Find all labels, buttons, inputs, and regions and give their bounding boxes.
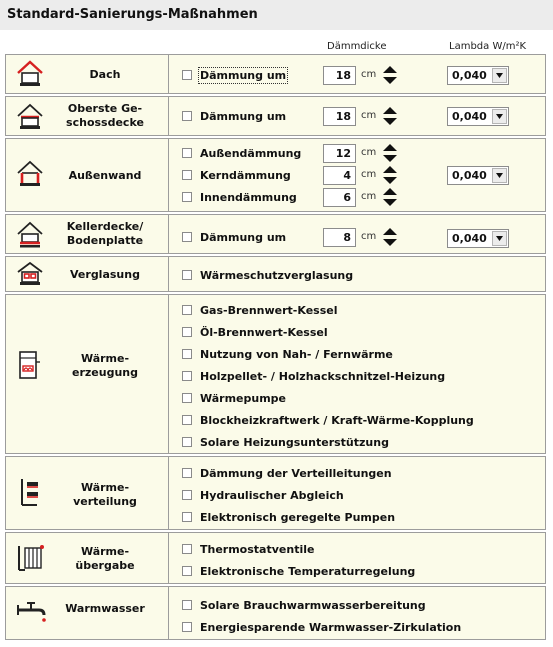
section-label-line1: Wärme-	[80, 352, 130, 365]
unit-label: cm	[361, 191, 377, 202]
unit-label: cm	[361, 231, 377, 242]
checkbox[interactable]	[182, 232, 192, 242]
option-row[interactable]	[182, 464, 392, 482]
checkbox[interactable]	[182, 270, 192, 280]
option-row[interactable]	[182, 228, 286, 246]
faucet-icon	[17, 600, 47, 628]
option-row[interactable]	[182, 266, 353, 284]
spinner-icon[interactable]	[381, 227, 399, 247]
house-wall-icon	[17, 160, 43, 192]
lambda-select[interactable]	[447, 66, 509, 85]
spinner-icon[interactable]	[381, 187, 399, 207]
section-label-line2: Bodenplatte	[66, 234, 144, 247]
option-label[interactable]: Gas-Brennwert-Kessel	[200, 303, 338, 317]
option-label[interactable]: Energiesparende Warmwasser-Zirkulation	[200, 620, 462, 634]
house-window-icon	[17, 261, 43, 291]
option-label[interactable]: Innendämmung	[200, 190, 297, 204]
option-row[interactable]	[182, 66, 286, 84]
section-label: Dach	[89, 68, 121, 81]
section-label-line1: Kellerdecke/	[66, 220, 144, 233]
chevron-down-icon[interactable]	[492, 168, 507, 183]
house-top-ceiling-icon	[17, 103, 43, 135]
checkbox[interactable]	[182, 170, 192, 180]
thickness-input[interactable]: 6	[323, 188, 356, 207]
option-label[interactable]: Dämmung um	[200, 230, 287, 244]
checkbox[interactable]	[182, 566, 192, 576]
option-row[interactable]	[182, 301, 337, 319]
section-label: Außenwand	[68, 169, 142, 182]
checkbox[interactable]	[182, 327, 192, 337]
checkbox[interactable]	[182, 70, 192, 80]
select-value: 0,040	[452, 110, 487, 123]
thickness-input[interactable]: 4	[323, 166, 356, 185]
checkbox[interactable]	[182, 468, 192, 478]
house-roof-icon	[17, 60, 43, 92]
checkbox[interactable]	[182, 600, 192, 610]
spinner-icon[interactable]	[381, 106, 399, 126]
chevron-down-icon[interactable]	[492, 109, 507, 124]
select-value: 0,040	[452, 169, 487, 182]
checkbox[interactable]	[182, 490, 192, 500]
checkbox[interactable]	[182, 371, 192, 381]
section-label-line1: Wärme-	[80, 481, 130, 494]
option-row[interactable]	[182, 486, 344, 504]
option-label[interactable]: Wärmeschutzverglasung	[200, 268, 354, 282]
option-label[interactable]: Dämmung um	[200, 68, 287, 82]
spinner-icon[interactable]	[381, 165, 399, 185]
option-row[interactable]	[182, 411, 474, 429]
lambda-select[interactable]	[447, 166, 509, 185]
option-row[interactable]	[182, 389, 286, 407]
option-label[interactable]: Dämmung der Verteilleitungen	[200, 466, 392, 480]
spinner-icon[interactable]	[381, 65, 399, 85]
thickness-input[interactable]: 12	[323, 144, 356, 163]
option-label[interactable]: Nutzung von Nah- / Fernwärme	[200, 347, 393, 361]
option-row[interactable]	[182, 345, 393, 363]
checkbox[interactable]	[182, 111, 192, 121]
checkbox[interactable]	[182, 415, 192, 425]
option-label[interactable]: Dämmung um	[200, 109, 287, 123]
option-row[interactable]	[182, 596, 426, 614]
option-label[interactable]: Hydraulischer Abgleich	[200, 488, 344, 502]
option-row[interactable]	[182, 540, 314, 558]
checkbox[interactable]	[182, 437, 192, 447]
option-label[interactable]: Wärmepumpe	[200, 391, 287, 405]
unit-label: cm	[361, 110, 377, 121]
lambda-select[interactable]	[447, 107, 509, 126]
option-row[interactable]	[182, 166, 291, 184]
chevron-down-icon[interactable]	[492, 231, 507, 246]
section-label-line2: schossdecke	[66, 116, 144, 129]
page-title: Standard-Sanierungs-Maßnahmen	[7, 7, 258, 22]
option-row[interactable]	[182, 508, 395, 526]
checkbox[interactable]	[182, 148, 192, 158]
select-value: 0,040	[452, 69, 487, 82]
checkbox[interactable]	[182, 622, 192, 632]
checkbox[interactable]	[182, 349, 192, 359]
section-label: Verglasung	[70, 268, 140, 281]
chevron-down-icon[interactable]	[492, 68, 507, 83]
option-label[interactable]: Öl-Brennwert-Kessel	[200, 325, 328, 339]
option-label[interactable]: Außendämmung	[200, 146, 302, 160]
option-label[interactable]: Thermostatventile	[200, 542, 315, 556]
option-row[interactable]	[182, 433, 389, 451]
section-label: Warmwasser	[65, 602, 145, 615]
checkbox[interactable]	[182, 544, 192, 554]
thickness-input[interactable]: 8	[323, 228, 356, 247]
option-label[interactable]: Blockheizkraftwerk / Kraft-Wärme-Kopplung	[200, 413, 474, 427]
thickness-column-header: Dämmdicke	[327, 41, 387, 52]
checkbox[interactable]	[182, 305, 192, 315]
section-label-line1: Wärme-	[80, 545, 130, 558]
option-label[interactable]: Solare Heizungsunterstützung	[200, 435, 389, 449]
select-value: 0,040	[452, 232, 487, 245]
unit-label: cm	[361, 147, 377, 158]
section-label-line2: verteilung	[73, 495, 137, 508]
option-row[interactable]	[182, 618, 461, 636]
lambda-column-header: Lambda W/m²K	[449, 41, 527, 52]
option-row[interactable]	[182, 144, 301, 162]
boiler-icon	[17, 350, 41, 384]
option-row[interactable]	[182, 323, 328, 341]
section-label-line2: erzeugung	[72, 366, 138, 379]
checkbox[interactable]	[182, 512, 192, 522]
thickness-input[interactable]: 18	[323, 66, 356, 85]
spinner-icon[interactable]	[381, 143, 399, 163]
option-row[interactable]	[182, 188, 297, 206]
option-row[interactable]	[182, 367, 445, 385]
section-label-line2: übergabe	[75, 559, 135, 572]
radiator-icon	[17, 543, 45, 577]
house-basement-icon	[17, 221, 43, 253]
option-label[interactable]: Kerndämmung	[200, 168, 291, 182]
option-row[interactable]	[182, 107, 286, 125]
option-label[interactable]: Holzpellet- / Holzhackschnitzel-Heizung	[200, 369, 446, 383]
checkbox[interactable]	[182, 192, 192, 202]
checkbox[interactable]	[182, 393, 192, 403]
option-label[interactable]: Elektronische Temperaturregelung	[200, 564, 416, 578]
option-label[interactable]: Solare Brauchwarmwasserbereitung	[200, 598, 426, 612]
pipes-icon	[17, 477, 43, 511]
option-label[interactable]: Elektronisch geregelte Pumpen	[200, 510, 396, 524]
title-bar	[0, 0, 553, 30]
lambda-select[interactable]	[447, 229, 509, 248]
option-row[interactable]	[182, 562, 415, 580]
unit-label: cm	[361, 169, 377, 180]
thickness-input[interactable]: 18	[323, 107, 356, 126]
unit-label: cm	[361, 69, 377, 80]
section-label-line1: Oberste Ge-	[67, 102, 143, 115]
